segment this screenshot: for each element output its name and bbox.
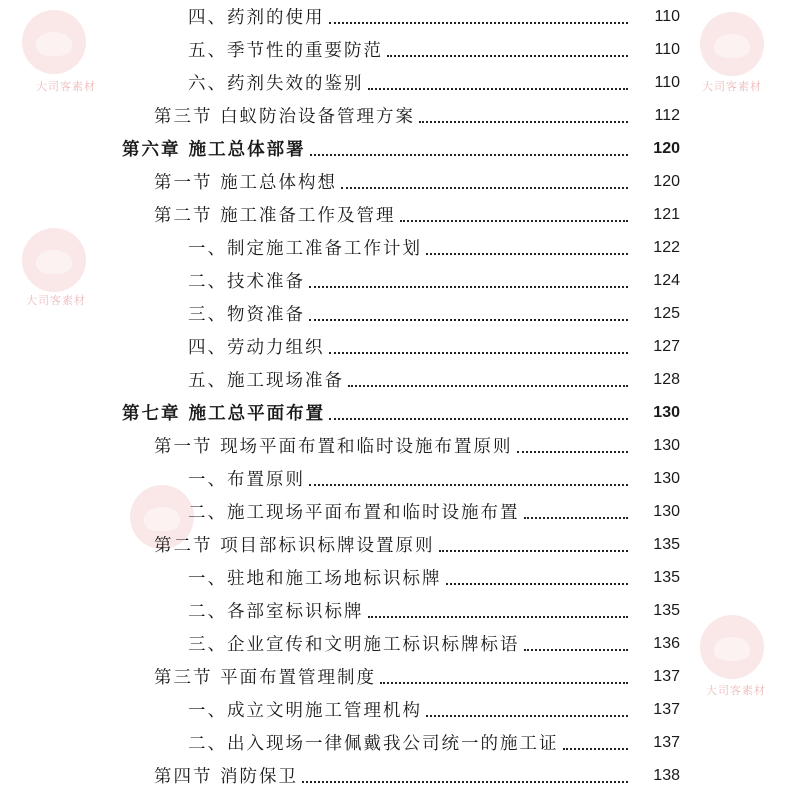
dot-leader [368,87,629,90]
dot-leader [563,747,629,750]
toc-entry-title: 一、布置原则 [188,470,305,490]
toc-entry-title: 第一节 施工总体构想 [154,173,338,193]
toc-entry-page: 137 [653,700,680,718]
toc-entry-page: 135 [653,601,680,619]
toc-entry-title: 第七章 施工总平面布置 [122,404,326,424]
toc-entry-title: 一、制定施工准备工作计划 [188,239,422,259]
toc-entry-page: 135 [653,568,680,586]
toc-entry-page: 137 [653,667,680,685]
toc-entry[interactable] [0,594,800,627]
toc-entry[interactable] [0,726,800,759]
toc-entry-page: 122 [653,238,680,256]
toc-entry[interactable] [0,660,800,693]
watermark-text: 大司客素材 [706,684,766,697]
toc-entry-title: 五、季节性的重要防范 [188,41,383,61]
toc-entry-page: 110 [654,73,680,91]
toc-entry-title: 第一节 现场平面布置和临时设施布置原则 [154,437,513,457]
toc-entry[interactable] [0,759,800,792]
dot-leader [426,714,628,717]
toc-entry-page: 128 [653,370,680,388]
toc-entry-title: 一、驻地和施工场地标识标牌 [188,569,442,589]
toc-entry-title: 四、药剂的使用 [188,8,325,28]
dot-leader [446,582,629,585]
toc-entry-page: 130 [653,403,680,421]
dot-leader [348,384,628,387]
toc-entry[interactable] [0,396,800,429]
toc-entry[interactable] [0,627,800,660]
dot-leader [400,219,628,222]
toc-entry-page: 110 [654,7,680,25]
dot-leader [387,54,628,57]
toc-entry-page: 120 [653,139,680,157]
watermark-text: 大司客素材 [702,80,762,93]
toc-entry[interactable] [0,561,800,594]
toc-entry[interactable] [0,297,800,330]
toc-entry-title: 二、各部室标识标牌 [188,602,364,622]
toc-entry-page: 125 [653,304,680,322]
toc-entry-title: 第三节 白蚁防治设备管理方案 [154,107,416,127]
watermark-text: 大司客素材 [36,80,96,93]
dot-leader [309,318,628,321]
toc-entry-title: 六、药剂失效的鉴别 [188,74,364,94]
toc-entry-page: 127 [653,337,680,355]
toc-entry[interactable] [0,33,800,66]
dot-leader [329,351,629,354]
toc-entry[interactable] [0,0,800,33]
dot-leader [309,483,628,486]
watermark-text: 大司客素材 [26,294,86,307]
toc-entry-page: 135 [653,535,680,553]
toc-entry[interactable] [0,231,800,264]
dot-leader [524,648,629,651]
toc-entry-title: 一、成立文明施工管理机构 [188,701,422,721]
toc-entry-page: 121 [653,205,680,223]
toc-entry[interactable] [0,495,800,528]
toc-entry-page: 130 [653,436,680,454]
toc-entry-title: 二、技术准备 [188,272,305,292]
toc-entry-title: 四、劳动力组织 [188,338,325,358]
dot-leader [329,417,628,420]
toc-entry-page: 138 [653,766,680,784]
toc-entry[interactable] [0,198,800,231]
dot-leader [439,549,628,552]
dot-leader [426,252,628,255]
toc-entry[interactable] [0,132,800,165]
toc-entry[interactable] [0,462,800,495]
toc-entry-title: 第三节 平面布置管理制度 [154,668,377,688]
toc-entry-title: 五、施工现场准备 [188,371,344,391]
toc-entry-page: 130 [653,502,680,520]
toc-entry[interactable] [0,66,800,99]
toc-entry-page: 120 [653,172,680,190]
toc-entry-title: 第二节 项目部标识标牌设置原则 [154,536,435,556]
dot-leader [302,780,628,783]
toc-entry-title: 第六章 施工总体部署 [122,140,306,160]
toc-entry-title: 第二节 施工准备工作及管理 [154,206,396,226]
dot-leader [419,120,628,123]
dot-leader [341,186,628,189]
dot-leader [329,21,629,24]
toc-entry[interactable] [0,429,800,462]
toc-entry[interactable] [0,528,800,561]
dot-leader [517,450,628,453]
dot-leader [524,516,629,519]
toc-entry-title: 第四节 消防保卫 [154,767,299,787]
toc-entry-page: 110 [654,40,680,58]
toc-entry[interactable] [0,165,800,198]
toc-entry-page: 124 [653,271,680,289]
toc-entry-page: 137 [653,733,680,751]
toc-entry-title: 二、出入现场一律佩戴我公司统一的施工证 [188,734,559,754]
toc-entry[interactable] [0,264,800,297]
dot-leader [309,285,628,288]
toc-entry-page: 112 [654,106,680,124]
toc-entry-title: 三、企业宣传和文明施工标识标牌标语 [188,635,520,655]
toc-entry[interactable] [0,363,800,396]
toc-entry-title: 三、物资准备 [188,305,305,325]
dot-leader [380,681,628,684]
dot-leader [368,615,629,618]
toc-entry[interactable] [0,693,800,726]
toc-entry-page: 130 [653,469,680,487]
toc-entry[interactable] [0,330,800,363]
toc-entry-page: 136 [653,634,680,652]
toc-entry[interactable] [0,99,800,132]
dot-leader [310,153,628,156]
toc-entry-title: 二、施工现场平面布置和临时设施布置 [188,503,520,523]
